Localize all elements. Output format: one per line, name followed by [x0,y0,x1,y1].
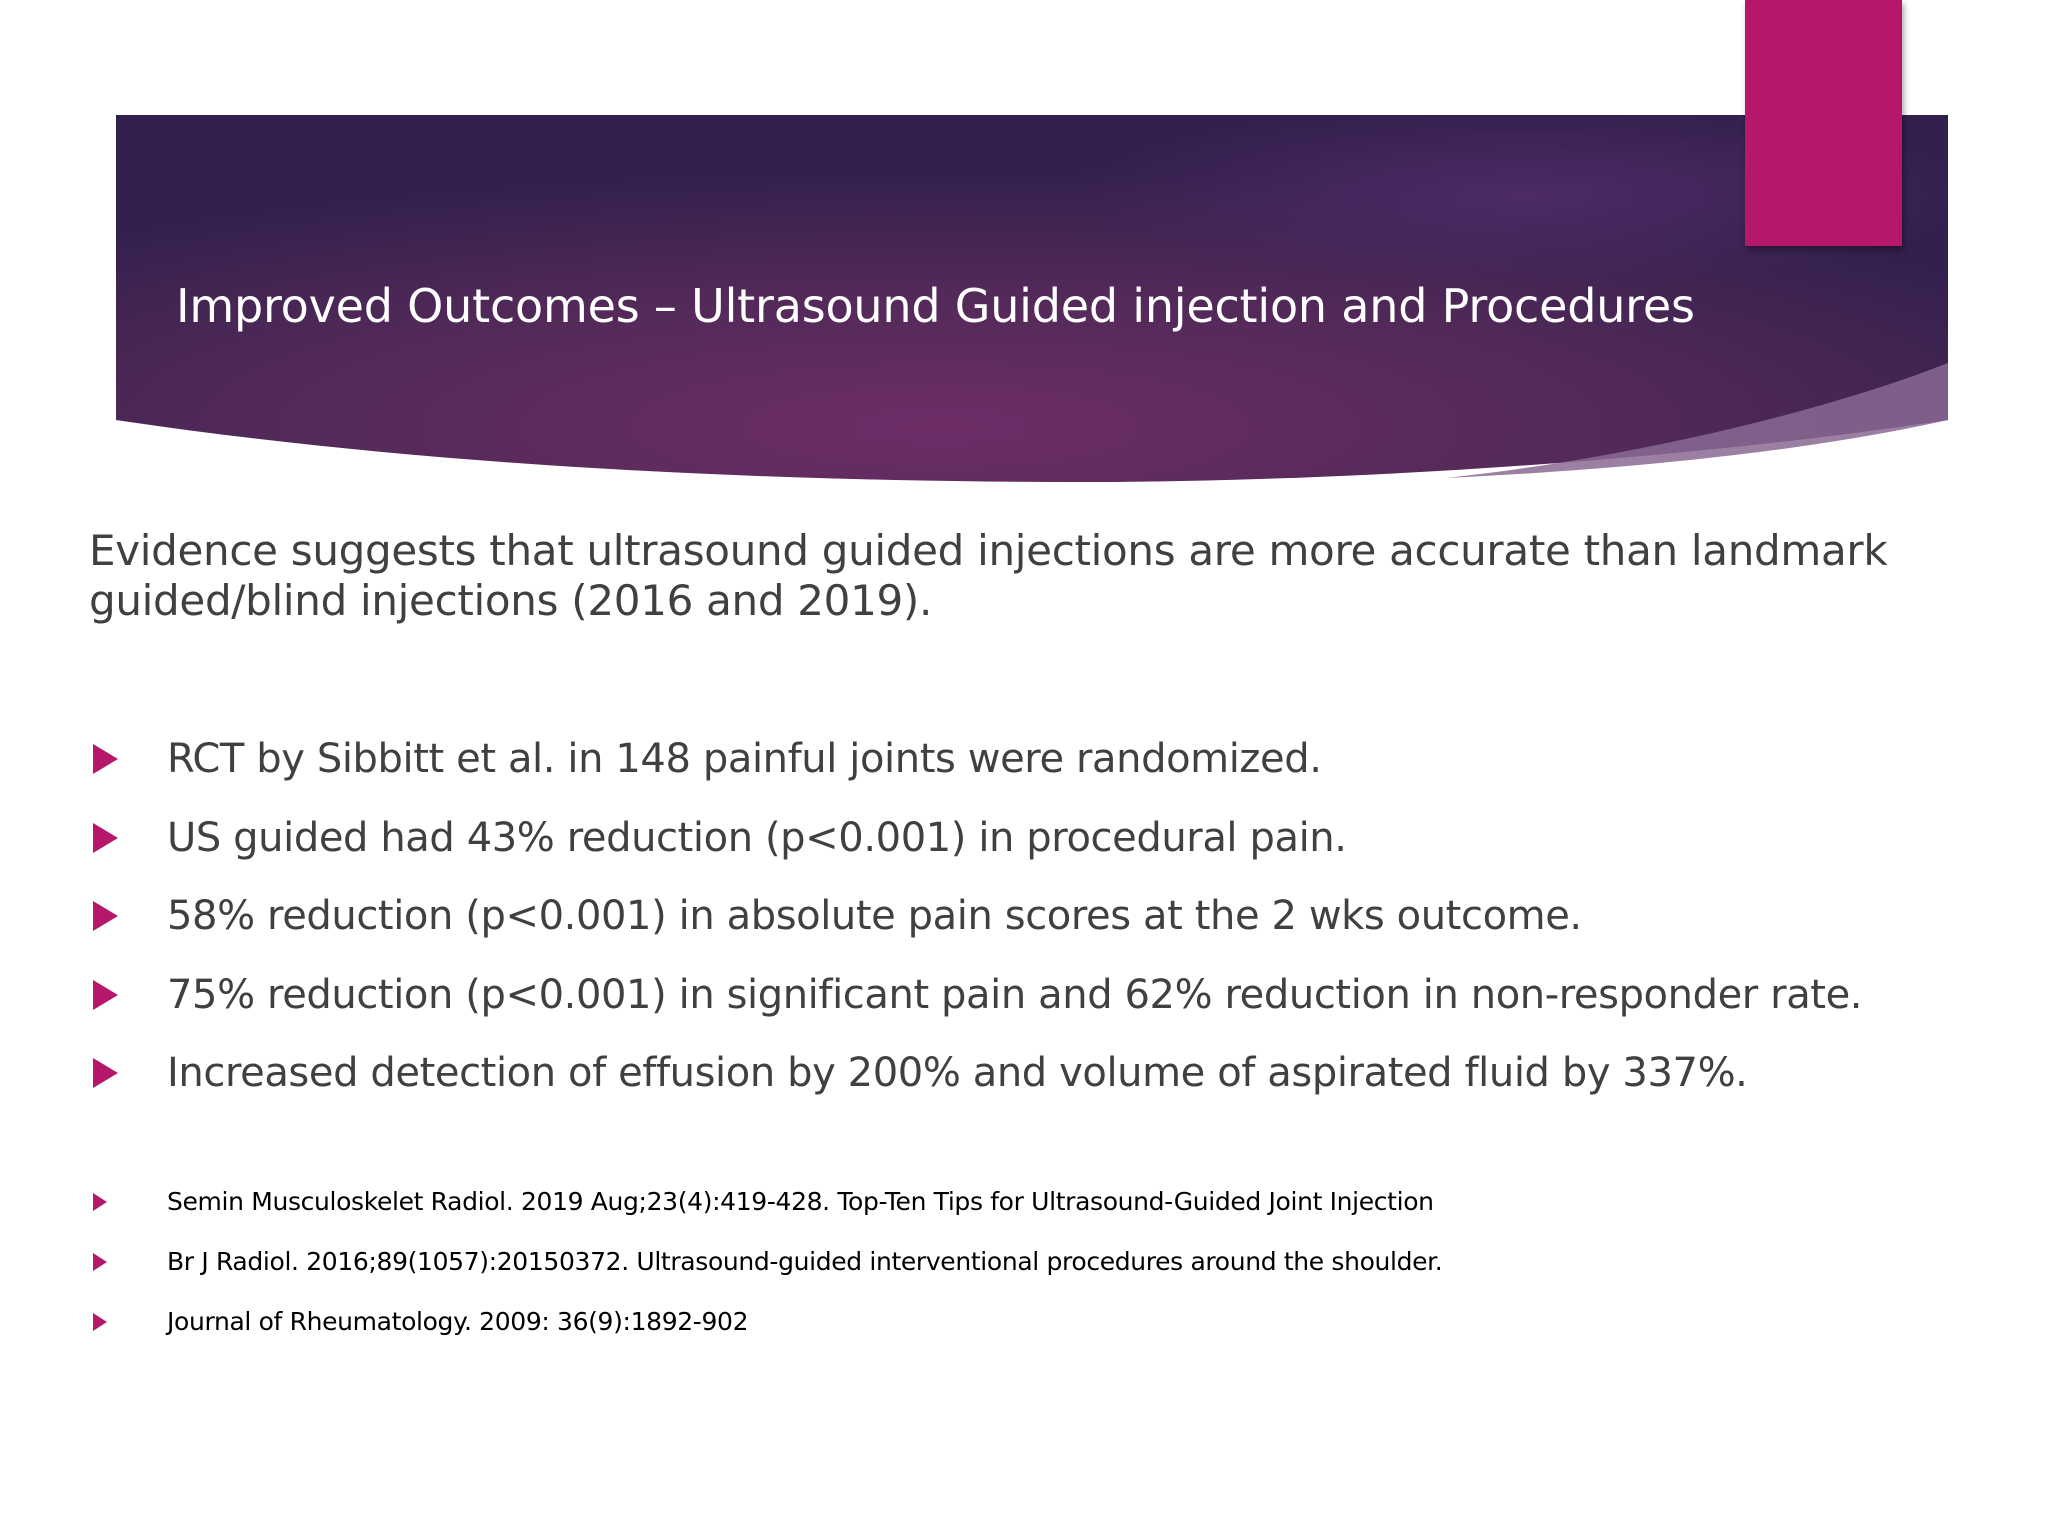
reference-text: Semin Musculoskelet Radiol. 2019 Aug;23(4):419-428. Top-Ten Tips for Ultrasound-Guided Joint Injection [167,1187,1434,1216]
bullet-text: US guided had 43% reduction (p<0.001) in procedural pain. [167,814,1347,861]
reference-text: Journal of Rheumatology. 2009: 36(9):1892-902 [167,1307,749,1336]
bullet-text: 75% reduction (p<0.001) in significant pain and 62% reduction in non-responder rate. [167,971,1863,1018]
reference-text: Br J Radiol. 2016;89(1057):20150372. Ultrasound-guided interventional procedures around the shoulder. [167,1247,1443,1276]
bullet-text: Increased detection of effusion by 200% and volume of aspirated fluid by 337%. [167,1050,1748,1096]
triangle-right-icon [93,980,118,1010]
triangle-right-icon [93,1193,107,1211]
page-title: Improved Outcomes – Ultrasound Guided injection and Procedures [176,279,1695,333]
accent-tab [1745,0,1902,246]
triangle-right-icon [93,744,118,774]
triangle-right-icon [93,901,118,931]
intro-paragraph: Evidence suggests that ultrasound guided injections are more accurate than landmark guided/blind injections (2016 and 2019). [89,526,1888,625]
triangle-right-icon [93,823,118,853]
triangle-right-icon [93,1253,107,1271]
triangle-right-icon [93,1313,107,1331]
bullet-text: 58% reduction (p<0.001) in absolute pain scores at the 2 wks outcome. [167,893,1582,939]
bullet-text: RCT by Sibbitt et al. in 148 painful joints were randomized. [167,736,1322,782]
triangle-right-icon [93,1058,118,1088]
